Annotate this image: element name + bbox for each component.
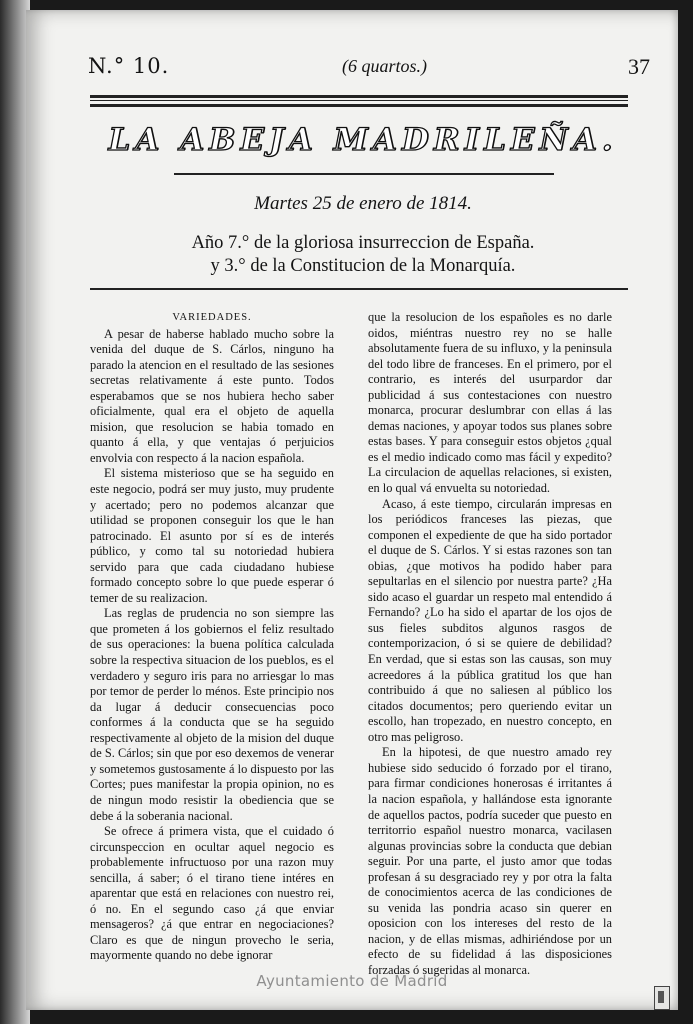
issue-number: N.° 10. [88, 54, 170, 78]
paragraph: Acaso, á este tiempo, circularán impresas en los periódicos franceses las piezas, que componen el expediente de que ha sido portador el duque de S. Cárlos. Y si estas razones son tan obias, ¿que motivos ha podido haber para sepultarlas en el silencio por nuestra parte? ¿Ha sido acaso el guardar un respeto mal entendido á Fernando? ¿Lo ha sido el apartar de los ojos de sus fieles subditos algunos rasgos de contemporizacion, ó si se quiere de debilidad? En verdad, que si estas son las causas, son muy acreedores á la pública gratitud los que han contribuido á que no saliesen al público los citados documentos; pero queriendo evitar un escollo, han tropezado, en nuestro concepto, en otro mas peligroso. [368, 496, 612, 744]
article-column-left [90, 310, 334, 964]
archive-watermark: Ayuntamiento de Madrid [256, 972, 448, 990]
paragraph: El sistema misterioso que se ha seguido en este negocio, podrá ser muy justo, muy prudente y acertado; pero no podemos alcanzar que utilidad se proponen conseguir los que le han patrocinado. El asunto por sí es de interés público, y como tal su notoriedad hubiera servido para que cada ciudadano hubiese formado concepto sobre lo que puede esperar ó temer de su realizacion. [90, 466, 334, 605]
article-column-right [368, 310, 612, 979]
subtitle-line-2: y 3.° de la Constitucion de la Monarquía. [210, 256, 516, 276]
header-rule-top [90, 95, 628, 98]
paragraph: En la hipotesi, de que nuestro amado rey hubiese sido seducido ó forzado por el tirano, para firmar condiciones honerosas é irritantes á la nacion española, y hallándose esta ignorante de aquellos pactos, podría suceder que puesto en territorrio español nuestro monarca, vacilasen algunas provincias sobre la conducta que debian seguir. Por una parte, el justo amor que todas profesan á su desgraciado rey y por otra la falta de conocimientos acerca de las condiciones de su venida las pondria acaso sin querer en oposicion con los intereses del resto de la nacion, y de ellas mismas, adhiriéndose por un efecto de su fidelidad á las disposiciones forzadas ó sugeridas al monarca. [368, 745, 612, 977]
subtitle-line-1: Año 7.° de la gloriosa insurreccion de España. [191, 233, 535, 253]
subtitle-rule [90, 288, 628, 290]
issue-subtitle [90, 232, 636, 278]
page-corner-marker [654, 986, 670, 1010]
paragraph: que la resolucion de los españoles es no darle oidos, miéntras nuestro rey no se halle absolutamente fuera de su influxo, y la peninsula del todo libre de franceses. En el primero, por el contrario, es interés del usurpardor dar publicidad á sus contestaciones con nuestro monarca, procurar deslumbrar con ellas á las demas naciones, y apoyar todos sus planes sobre estas bases. Y para conseguir estos objetos ¿qual es el medio indicado como mas fácil y expedito? La circulacion de aquellas relaciones, si existen, en lo qual vá envuelta su notoriedad. [368, 310, 612, 496]
issue-price: (6 quartos.) [342, 56, 427, 76]
issue-date: Martes 25 de enero de 1814. [254, 193, 472, 214]
paragraph: A pesar de haberse hablado mucho sobre la venida del duque de S. Cárlos, ninguno ha parado la atencion en el resultado de las sesiones secretas relativamente á este punto. Todos esperabamos que se nos hubiera hecho saber oficialmente, qual era el objeto de aquella mision, que resolucion se habia tomado en quanto á ella, y que ventajas ó perjuicios envolvia con respecto á la nacion española. [90, 326, 334, 465]
section-title: VARIEDADES. [172, 312, 252, 323]
newspaper-masthead: LA ABEJA MADRILEÑA. [108, 122, 618, 158]
page-number: 37 [628, 54, 650, 79]
header-rule-middle [90, 100, 628, 101]
newspaper-page [26, 10, 678, 1010]
header-rule-bottom [90, 104, 628, 107]
paragraph: Las reglas de prudencia no son siempre las que prometen á los gobiernos el feliz resultado de sus operaciones: la buena política calculada sobre la respectiva situacion de los pueblos, es el verdadero y seguro iris para no arriesgar lo mas por temor de perder lo ménos. Este principio nos da lugar á deducir consecuencias poco conformes á la conducta que se ha seguido respectivamente al objeto de la mision del duque de S. Cárlos; sin que por eso dexemos de venerar y sometemos gustosamente á lo dispuesto por las Cortes; pues manifestar la propia opinion, no es de ningun modo resistir la obediencia que se debe á la soberania nacional. [90, 606, 334, 823]
masthead-underline [174, 173, 554, 175]
paragraph: Se ofrece á primera vista, que el cuidado ó circunspeccion en ocultar aquel negocio es probablemente infructuoso por una razon muy sencilla, á saber; ó el tirano tiene intéres en aparentar que está en relaciones con nuestro rei, ó no. En el segundo caso ¿á que enviar mensageros? ¿á que entrar en negociaciones? Claro es que de ningun provecho le seria, mayormente quando no debe ignorar [90, 824, 334, 963]
